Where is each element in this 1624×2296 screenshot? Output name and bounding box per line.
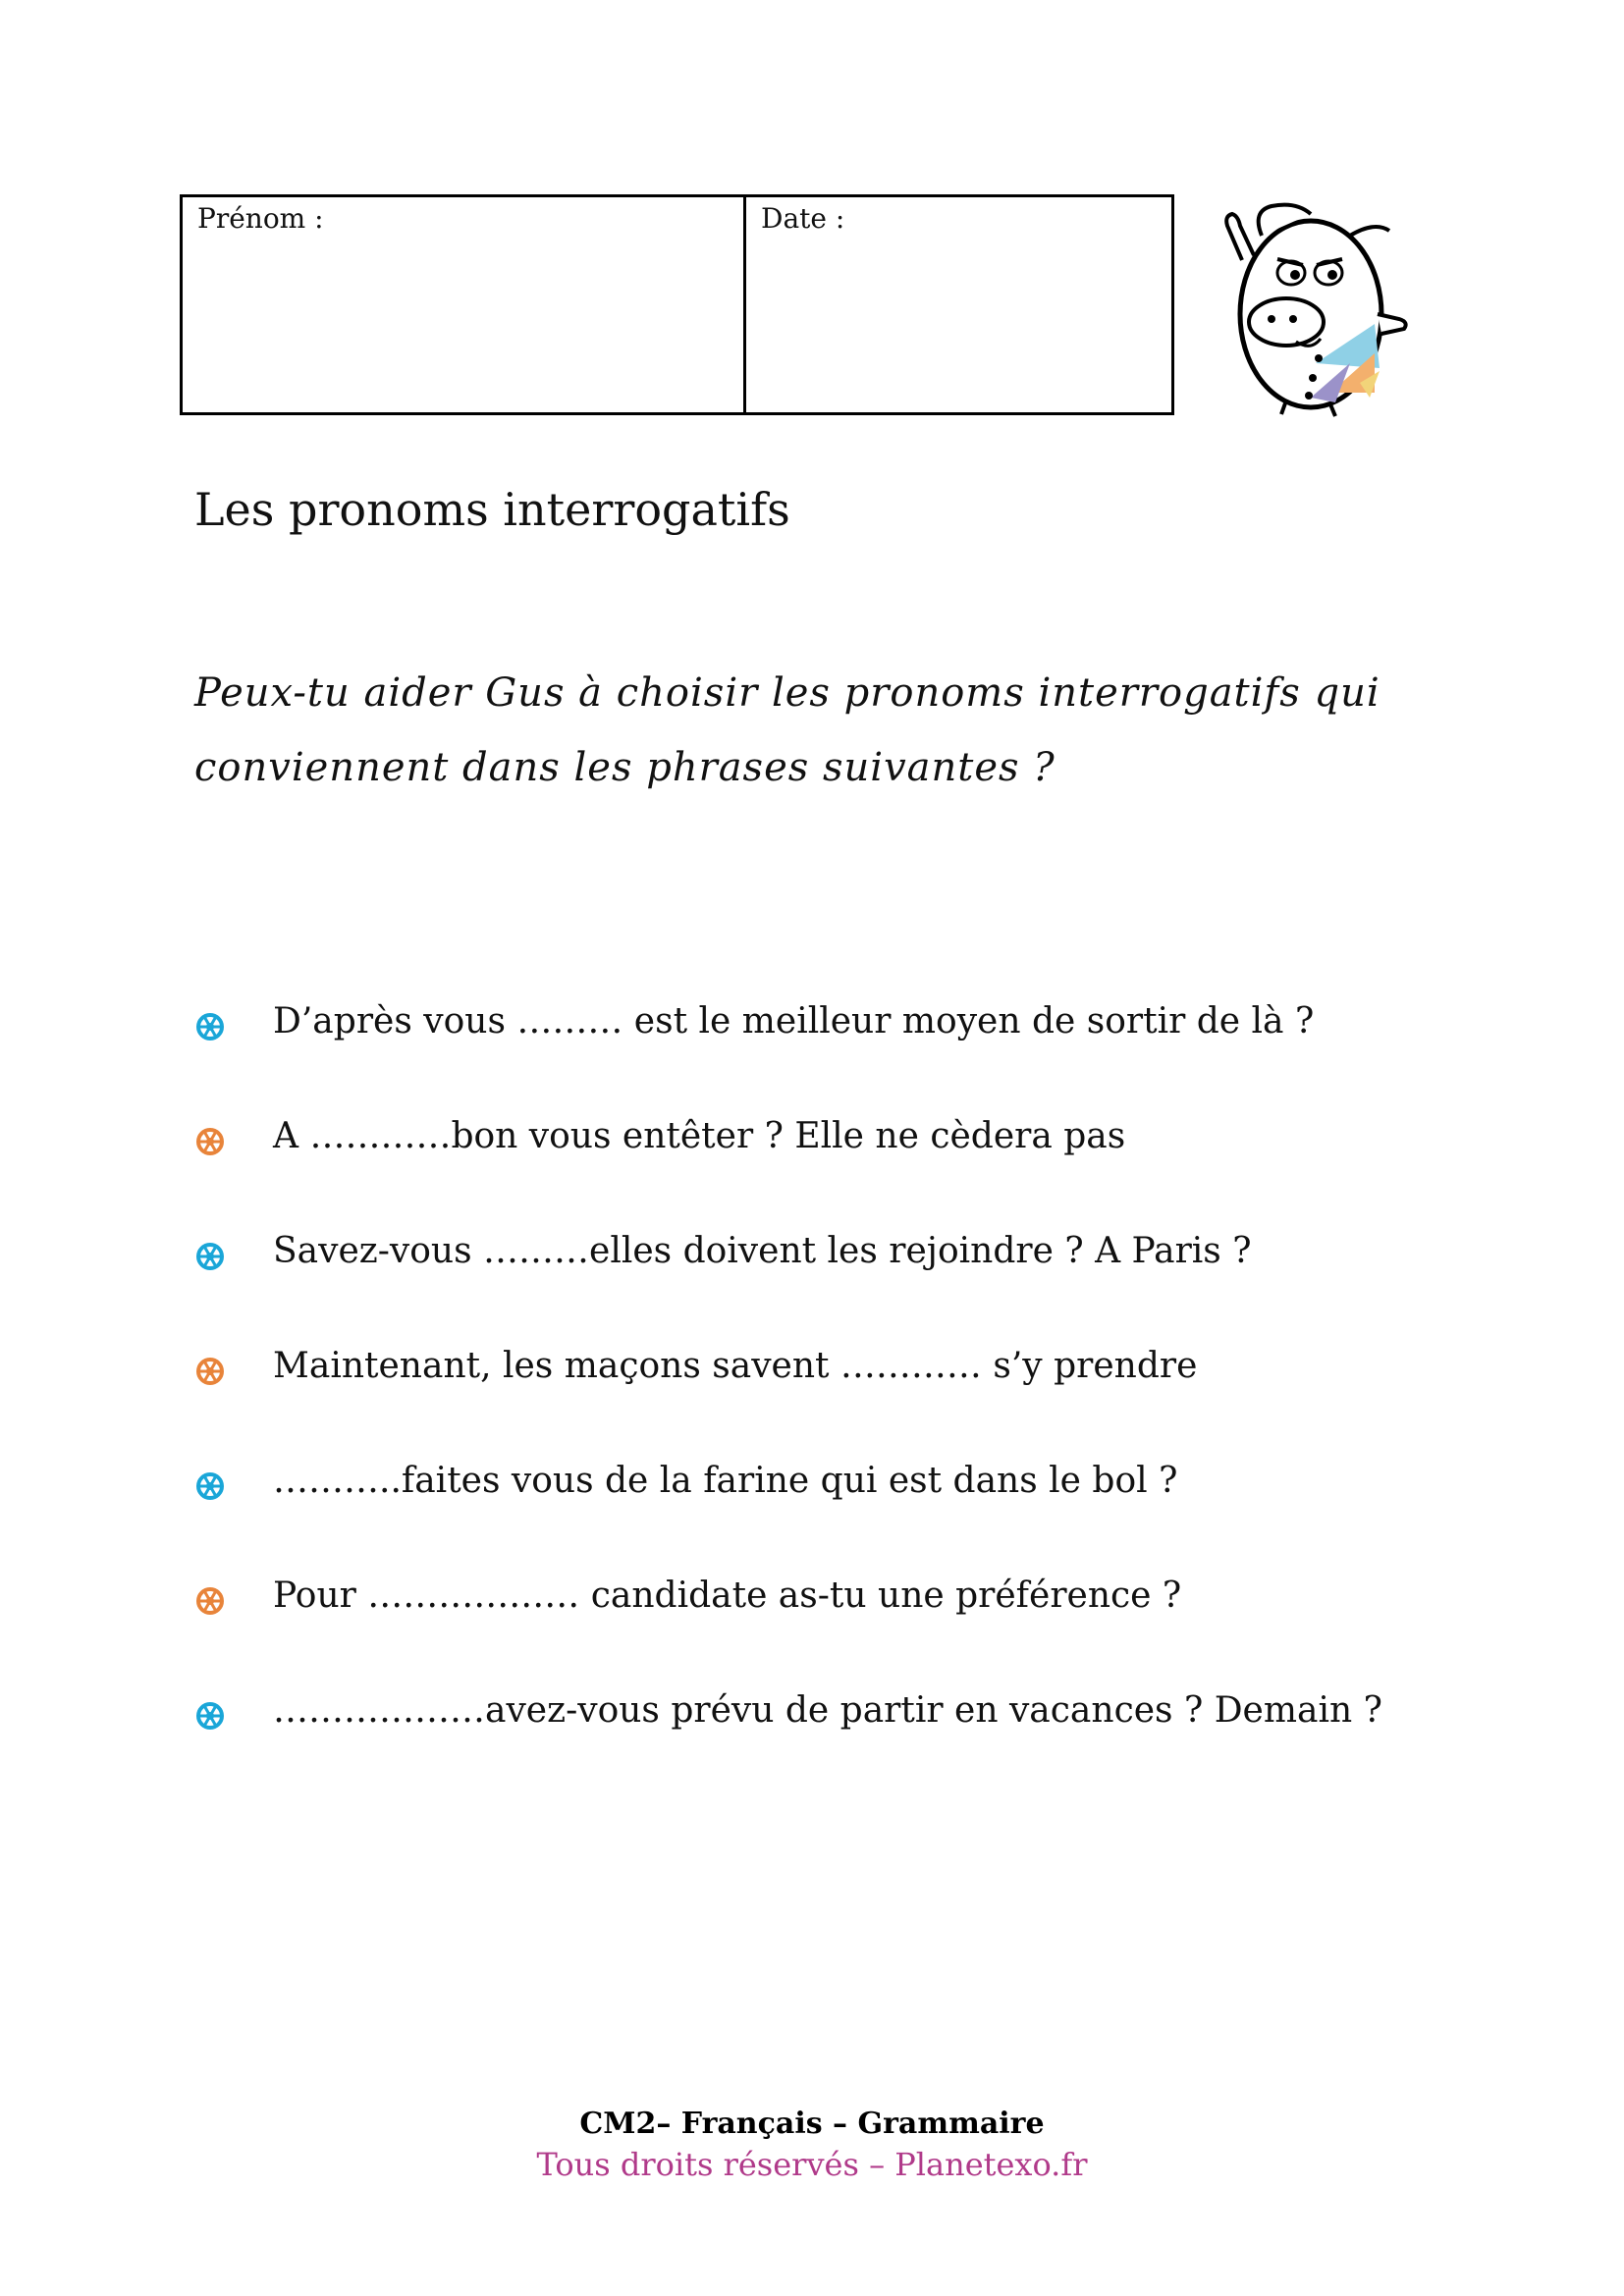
orange-bullet-icon [194, 1116, 273, 1157]
date-cell[interactable] [746, 197, 1171, 412]
exercise-text: ………………avez-vous prévu de partir en vacances ? Demain ? [273, 1690, 1382, 1731]
blue-bullet-icon [194, 1231, 273, 1272]
exercise-item-3 [194, 1231, 1382, 1346]
blue-bullet-icon [194, 1690, 273, 1732]
orange-bullet-icon [194, 1575, 273, 1617]
orange-bullet-icon [194, 1346, 273, 1387]
exercise-item-1 [194, 1001, 1382, 1116]
blue-bullet-icon [194, 1001, 273, 1042]
footer-course: CM2– Français – Grammaire [579, 2107, 1045, 2141]
date-label: Date : [761, 202, 845, 235]
prenom-label: Prénom : [197, 202, 324, 235]
exercise-text: ………..faites vous de la farine qui est dans le bol ? [273, 1461, 1178, 1501]
name-date-table [180, 194, 1174, 415]
exercise-item-4 [194, 1346, 1382, 1461]
prenom-cell[interactable] [183, 197, 746, 412]
exercise-item-5 [194, 1461, 1382, 1575]
exercise-text: Savez-vous ………elles doivent les rejoindre ? A Paris ? [273, 1231, 1252, 1271]
exercise-list [194, 1001, 1382, 1805]
instructions-text: Peux-tu aider Gus à choisir les pronoms interrogatifs qui conviennent dans les phrases suivantes ? [194, 670, 1380, 790]
exercise-item-6 [194, 1575, 1382, 1690]
exercise-item-7 [194, 1690, 1382, 1805]
exercise-text: A …………bon vous entêter ? Elle ne cèdera pas [273, 1116, 1126, 1156]
exercise-text: Maintenant, les maçons savent ………… s’y prendre [273, 1346, 1198, 1386]
sheep-mascot-icon [1203, 196, 1414, 417]
exercise-text: Pour ……………… candidate as-tu une préférence ? [273, 1575, 1182, 1616]
page-title: Les pronoms interrogatifs [194, 483, 790, 536]
exercise-text: D’après vous ……… est le meilleur moyen de sortir de là ? [273, 1001, 1315, 1041]
exercise-item-2 [194, 1116, 1382, 1231]
footer-copyright: Tous droits réservés – Planetexo.fr [536, 2146, 1088, 2183]
blue-bullet-icon [194, 1461, 273, 1502]
